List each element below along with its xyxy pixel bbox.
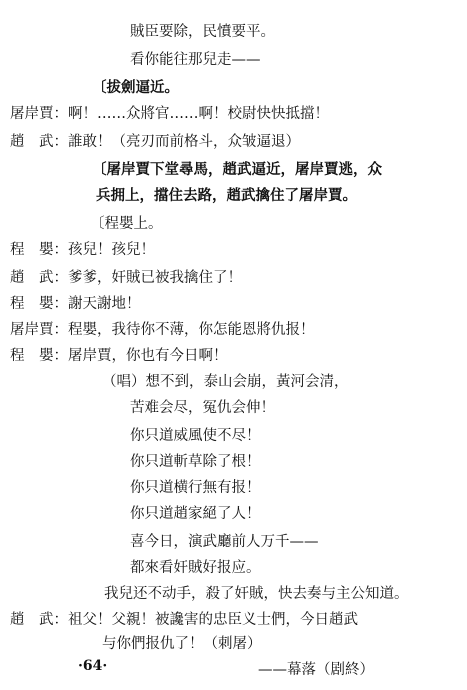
- verse-line: 看你能往那兒走——: [130, 52, 261, 68]
- song-line: 你只道威風使不尽！: [130, 428, 261, 444]
- song-line: 你只道横行無有报！: [130, 480, 261, 496]
- stage-direction: 〔屠岸賈下堂尋馬，趙武逼近，屠岸賈逃，众: [92, 161, 382, 178]
- curtain-line: ——幕落（剧終）: [258, 662, 374, 678]
- stage-direction: 兵拥上，擋住去路，趙武擒住了屠岸賈。: [96, 187, 357, 204]
- song-line: 喜今日，演武廳前人万千——: [130, 534, 319, 550]
- stage-direction: 〔程嬰上。: [90, 216, 163, 232]
- dialogue-line: 我兒还不动手，殺了奸賊，快去奏与主公知道。: [104, 586, 409, 602]
- song-line: 你只道斬草除了根！: [130, 454, 261, 470]
- verse-line: 賊臣要除，民憤要平。: [130, 24, 275, 40]
- song-line: （唱）想不到，泰山会崩，黃河会清，: [102, 374, 349, 390]
- song-line: 你只道趙家絕了人！: [130, 506, 261, 522]
- dialogue-line: 趙 武：爹爹，奸賊已被我擒住了！: [10, 270, 242, 286]
- song-line: 都來看奸賊好报应。: [130, 560, 261, 576]
- stage-direction: 〔拔劍逼近。: [92, 79, 179, 96]
- dialogue-line: 程 嬰：謝天謝地！: [10, 296, 141, 312]
- dialogue-line: 趙 武：誰敢！（亮刃而前格斗，众皱逼退）: [10, 134, 300, 150]
- song-line: 苦难会尽，冤仇会伸！: [130, 400, 275, 416]
- dialogue-line: 屠岸賈：啊！……众將官……啊！校尉快快抵擋！: [10, 106, 329, 122]
- dialogue-line: 程 嬰：孩兒！孩兒！: [10, 242, 155, 258]
- dialogue-line: 与你們报仇了！（刺屠）: [102, 636, 262, 652]
- page-number: ·64·: [78, 658, 108, 674]
- dialogue-line: 屠岸賈：程嬰，我待你不薄，你怎能恩將仇报！: [10, 322, 315, 338]
- dialogue-line: 程 嬰：屠岸賈，你也有今日啊！: [10, 348, 228, 364]
- dialogue-line: 趙 武：祖父！父親！被讒害的忠臣义士們，今日趙武: [10, 612, 358, 628]
